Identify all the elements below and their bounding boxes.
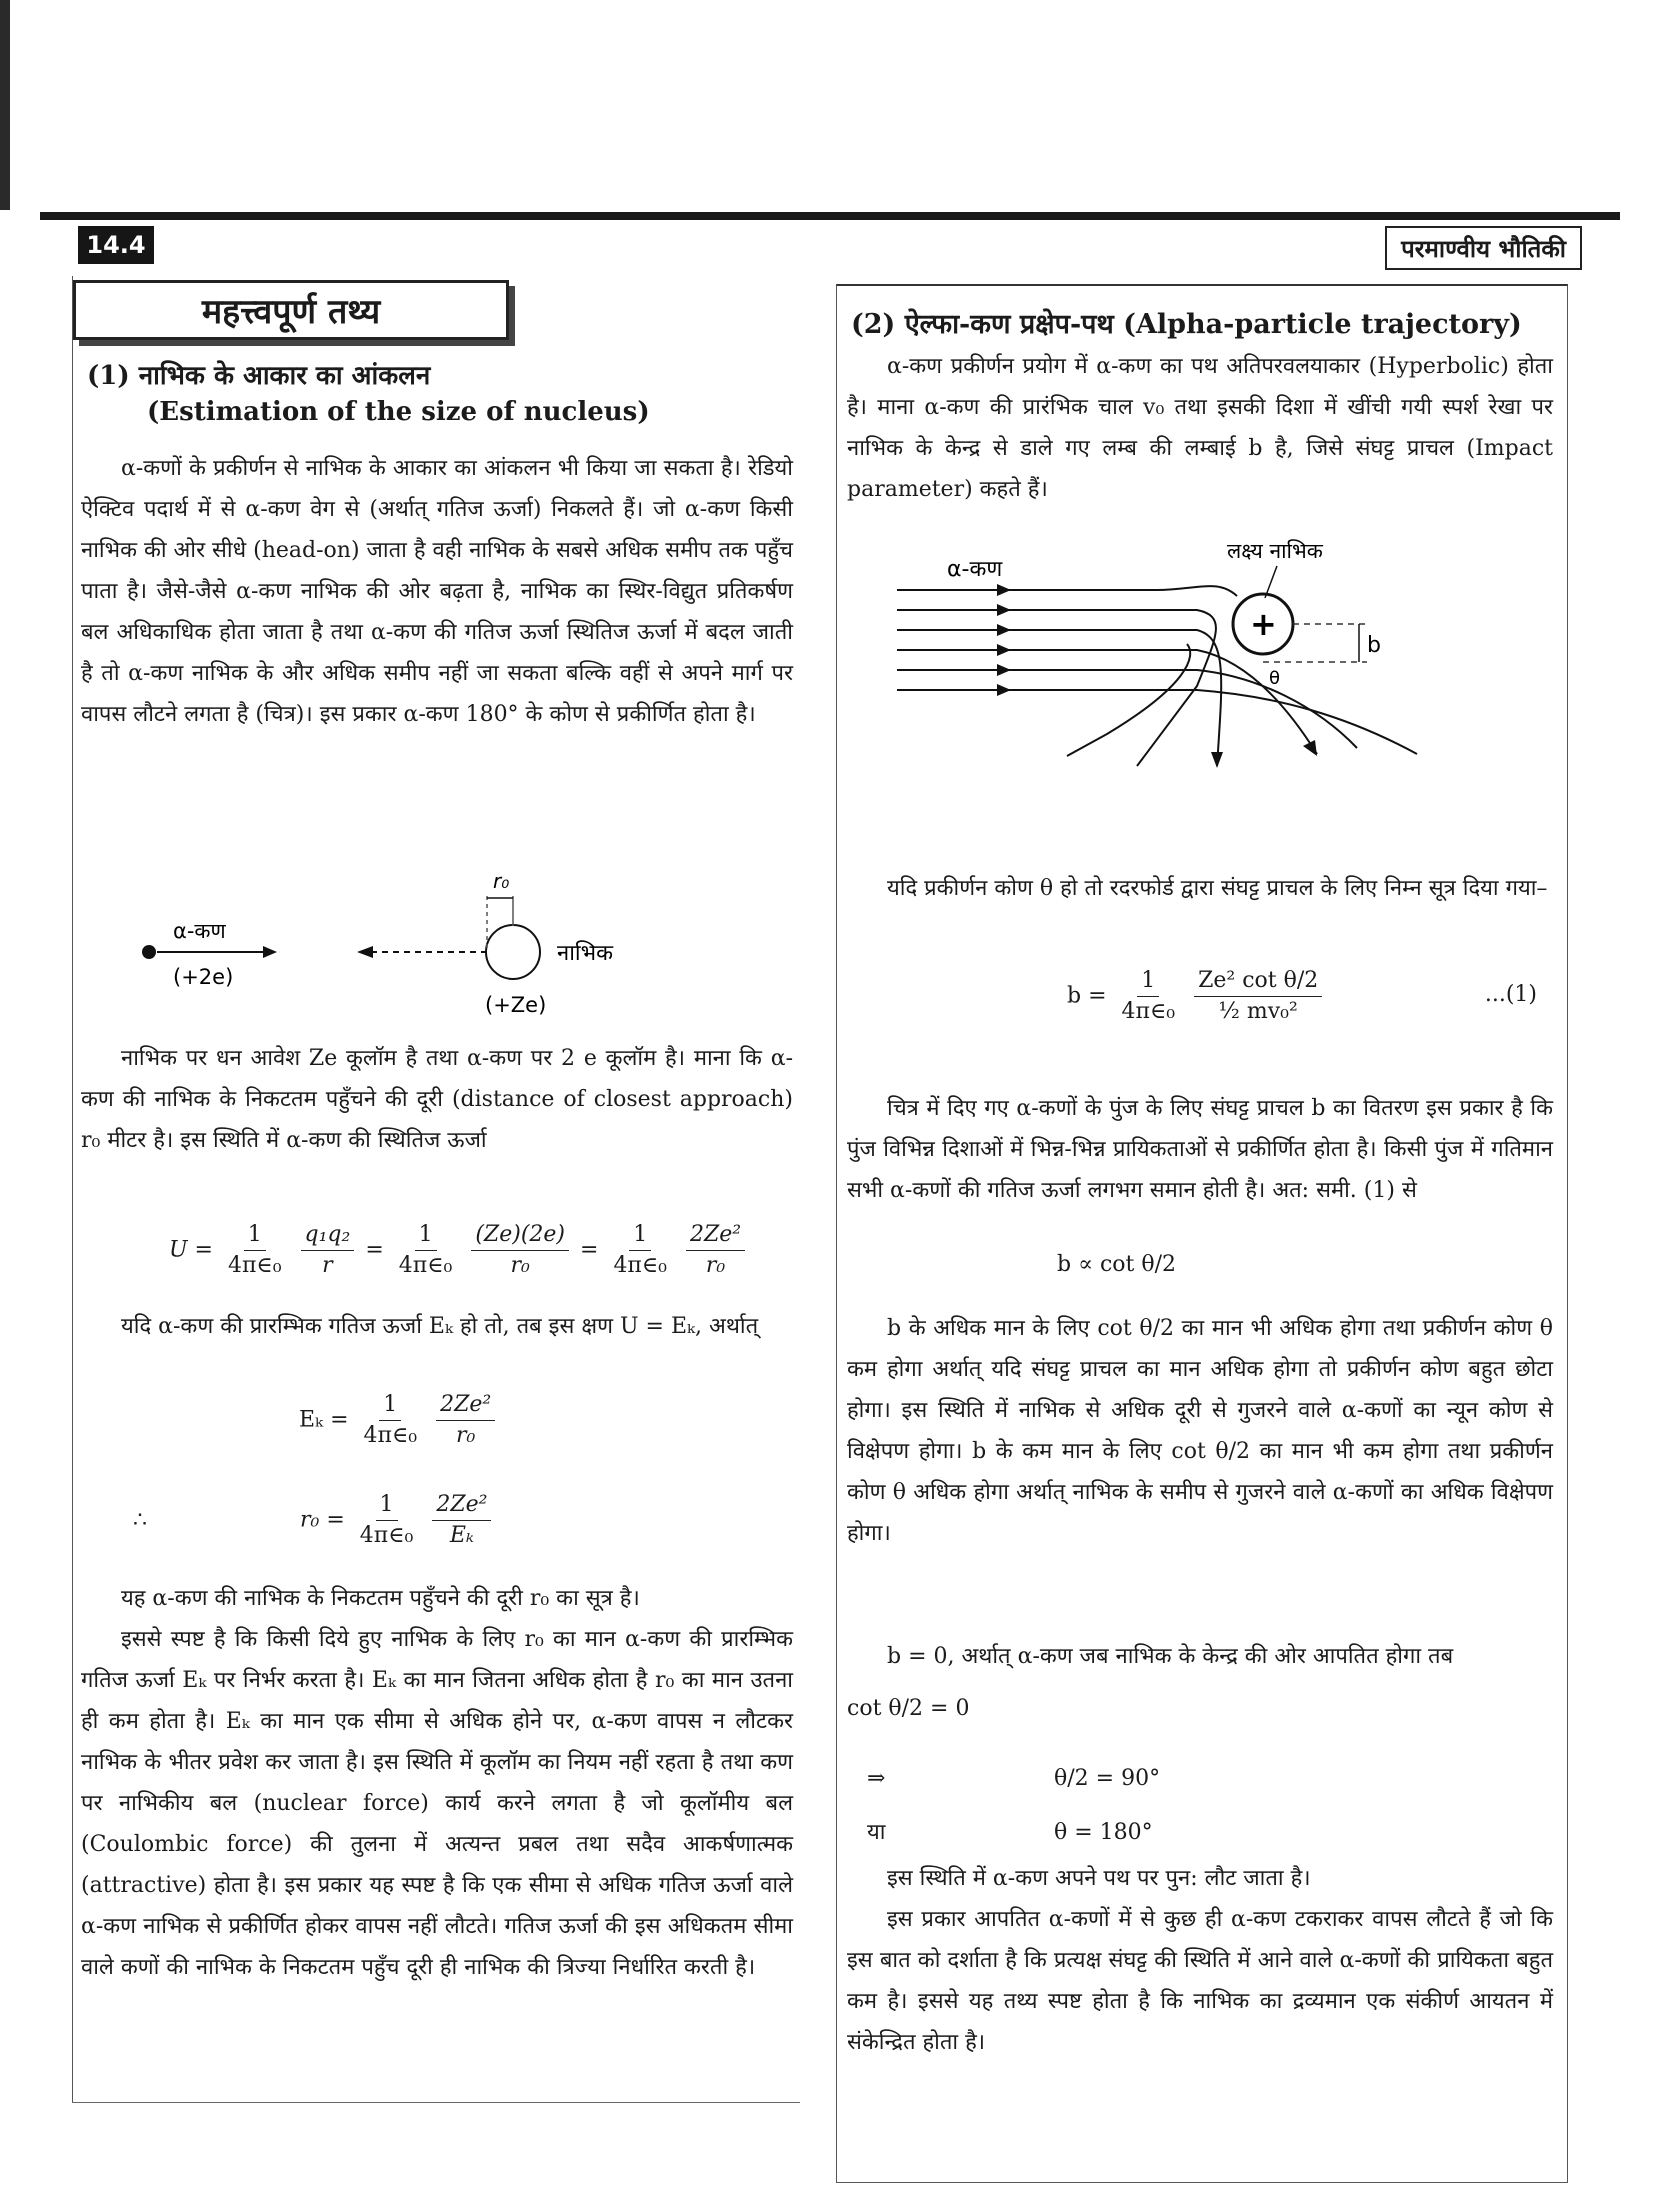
trajectory-5: [897, 670, 1357, 748]
r0-label: r₀: [493, 869, 510, 893]
frac-1-over-4pie0: [224, 1220, 286, 1281]
cot-zero-equation: cot θ/2 = 0: [847, 1696, 970, 1721]
alpha-charge-label: (+2e): [173, 965, 234, 989]
beam-arrowhead: [997, 664, 1011, 676]
frac-num: 2Ze²: [436, 1390, 495, 1421]
section1-title: [87, 358, 787, 430]
equation-number: ...(1): [1484, 982, 1537, 1007]
frac-den: 4π∈₀: [398, 1253, 453, 1278]
half-angle-value: θ/2 = 90°: [1054, 1766, 1161, 1791]
reverse-arrowhead: [357, 946, 373, 958]
left-column-bottom-rule: [72, 2102, 800, 2103]
frac-num: 2Ze²: [686, 1220, 745, 1251]
beam-arrowhead: [997, 624, 1011, 636]
section2-para5: [847, 1636, 1553, 1677]
eq-sign: =: [365, 1237, 384, 1263]
frac-2ze2-over-ek: [432, 1490, 491, 1551]
scatter-arrowhead: [1211, 752, 1223, 768]
frac-den: 4π∈₀: [363, 1423, 418, 1448]
beam-arrowhead: [997, 644, 1011, 656]
nucleus-circle: [486, 925, 540, 979]
frac-1-over-4pie0: [395, 1220, 457, 1281]
alpha-beam-label: α-कण: [947, 557, 1003, 582]
scattering-angle-theta: θ: [1269, 668, 1281, 689]
section1-para2: [81, 1038, 793, 1161]
frac-num: (Ze)(2e): [471, 1220, 569, 1251]
section2-para6-text: इस स्थिति में α-कण अपने पथ पर पुन: लौट जाता है।: [887, 1866, 1311, 1891]
frac-1-over-4pie0: [609, 1220, 671, 1281]
section1-title-english: (Estimation of the size of nucleus): [147, 397, 650, 427]
frac-num: 1: [376, 1490, 398, 1521]
frac-den: Eₖ: [449, 1523, 474, 1548]
closest-approach-equation: [133, 1490, 733, 1551]
implies-arrow: ⇒: [867, 1766, 886, 1791]
section1-para5: [81, 1619, 793, 1988]
section1-para5-text: इससे स्पष्ट है कि किसी दिये हुए नाभिक के लिए r₀ का मान α-कण की प्रारम्भिक गतिज ऊर्जा Eₖ पर निर्भर करता है। Eₖ का मान जितना अधिक होता है r₀ का मान उतना ही कम होता है। Eₖ का मान एक सीमा से अधिक होने पर, α-कण वापस न लौटकर नाभिक के भीतर प्रवेश कर जाता है। इस स्थिति में कूलॉम का नियम नहीं रहता है तथा कण पर नाभिकीय बल (nuclear force) कार्य करने लगता है जो कूलॉमीय बल (Coulombic force) की तुलना में अत्यन्त प्रबल तथा सदैव आकर्षणात्मक (attractive) होता है। इस प्रकार यह स्पष्ट है कि एक सीमा से अधिक गतिज ऊर्जा वाले α-कण नाभिक से प्रकीर्णित होकर वापस नहीं लौटते। गतिज ऊर्जा की इस अधिकतम सीमा वाले कणों की नाभिक के निकटतम पहुँच दूरी ही नाभिक की त्रिज्या निर्धारित करती है।: [81, 1627, 793, 1980]
section2-para4: [847, 1308, 1553, 1554]
kinetic-energy-equation: [299, 1390, 499, 1451]
impact-param-b-label: b: [1367, 633, 1381, 658]
frac-num: q₁q₂: [301, 1220, 355, 1251]
trajectory-back: [1067, 644, 1190, 756]
section1-para4-text: यह α-कण की नाभिक के निकटतम पहुँचने की दूरी r₀ का सूत्र है।: [121, 1586, 640, 1611]
impact-parameter-equation: [1067, 966, 1547, 1027]
frac-2ze2-over-r0: [436, 1390, 495, 1451]
target-nucleus-label: लक्ष्य नाभिक: [1227, 539, 1323, 563]
angle-180-equation: [867, 1816, 1267, 1846]
frac-num: 2Ze²: [432, 1490, 491, 1521]
section1-para4: [81, 1578, 793, 1619]
section1-title-hindi: (1) नाभिक के आकार का आंकलन: [87, 361, 431, 391]
frac-q1q2-over-r: [301, 1220, 355, 1281]
half-angle-equation: [867, 1766, 1267, 1791]
frac-den: r₀: [705, 1253, 726, 1278]
left-column: [72, 276, 801, 2102]
right-column: [836, 284, 1568, 2183]
frac-num: 1: [1137, 966, 1159, 997]
frac-1-over-4pie0: [356, 1490, 418, 1551]
scan-edge: [0, 0, 10, 210]
eq-b-lhs: b =: [1067, 983, 1107, 1009]
important-facts-heading: महत्त्वपूर्ण तथ्य: [73, 280, 509, 340]
beam-arrowhead: [997, 604, 1011, 616]
section2-para2-text: यदि प्रकीर्णन कोण θ हो तो रदरफोर्ड द्वारा संघट्ट प्राचल के लिए निम्न सूत्र दिया गया–: [887, 876, 1548, 901]
header-rule: [40, 212, 1620, 220]
frac-num: 1: [415, 1220, 437, 1251]
nucleus-charge-label: (+Ze): [485, 993, 547, 1017]
proportionality-equation: b ∝ cot θ/2: [1057, 1252, 1177, 1277]
section2-para5-text: b = 0, अर्थात् α-कण जब नाभिक के केन्द्र की ओर आपतित होगा तब: [887, 1644, 1454, 1669]
frac-den: 4π∈₀: [227, 1253, 282, 1278]
frac-2ze2-over-r0: [686, 1220, 745, 1281]
section2-title: (2) ऐल्फा-कण प्रक्षेप-पथ (Alpha-particle trajectory): [851, 309, 1522, 340]
section2-para1: [847, 346, 1553, 510]
section1-para3-text: यदि α-कण की प्रारम्भिक गतिज ऊर्जा Eₖ हो तो, तब इस क्षण U = Eₖ, अर्थात्: [121, 1314, 759, 1339]
or-word: या: [867, 1820, 886, 1845]
frac-den: 4π∈₀: [613, 1253, 667, 1278]
section1-para1-text: α-कणों के प्रकीर्णन से नाभिक के आकार का आंकलन भी किया जा सकता है। रेडियो ऐक्टिव पदार्थ में से α-कण वेग से (अर्थात् गतिज ऊर्जा) निकलते हैं। जो α-कण किसी नाभिक की ओर सीधे (head-on) जाता है वही नाभिक के सबसे अधिक समीप तक पहुँच पाता है। जैसे-जैसे α-कण नाभिक की ओर बढ़ता है, नाभिक का स्थिर-विद्युत प्रतिकर्षण बल अधिकाधिक होता जाता है तथा α-कण की गतिज ऊर्जा स्थितिज ऊर्जा में बदल जाती है तो α-कण नाभिक के और अधिक समीप नहीं जा सकता बल्कि वहीं से अपने मार्ग पर वापस लौटने लगता है (चित्र)। इस प्रकार α-कण 180° के कोण से प्रकीर्णित होता है।: [81, 456, 793, 727]
section1-para1: [81, 448, 793, 735]
section2-para6: [847, 1858, 1553, 1899]
trajectory-2: [897, 610, 1216, 766]
frac-num: Ze² cot θ/2: [1194, 966, 1322, 997]
eq-ek-lhs: Eₖ =: [299, 1407, 349, 1433]
closest-approach-figure: [73, 856, 793, 1026]
section2-para3: [847, 1088, 1553, 1211]
alpha-trajectory-figure: [897, 536, 1497, 786]
section2-para2: [847, 868, 1553, 909]
frac-den: 4π∈₀: [359, 1523, 414, 1548]
section1-para2-text: नाभिक पर धन आवेश Ze कूलॉम है तथा α-कण पर 2 e कूलॉम है। माना कि α-कण की नाभिक के निकटतम पहुँचने की दूरी (distance of closest approach) r₀ मीटर है। इस स्थिति में α-कण की स्थितिज ऊर्जा: [81, 1046, 793, 1153]
alpha-label: α-कण: [173, 919, 226, 943]
section2-para3-text: चित्र में दिए गए α-कणों के पुंज के लिए संघट्ट प्राचल b का वितरण इस प्रकार है कि पुंज विभिन्न दिशाओं में भिन्न-भिन्न प्रायिकताओं से प्रकीर्णित होता है। किसी पुंज में गतिमान सभी α-कणों की गतिज ऊर्जा लगभग समान होती है। अत: समी. (1) से: [847, 1096, 1553, 1203]
therefore-symbol: ∴: [133, 1507, 147, 1533]
eq-sign: =: [580, 1237, 599, 1263]
alpha-particle-dot: [142, 945, 156, 959]
frac-num: 1: [244, 1220, 266, 1251]
frac-num: 1: [379, 1390, 401, 1421]
section2-para7: [847, 1899, 1553, 2063]
eq-u-lhs: U =: [169, 1237, 213, 1263]
frac-1-over-4pie0: [1118, 966, 1180, 1027]
frac-ze2e-over-r0: [471, 1220, 569, 1281]
beam-arrowhead: [997, 584, 1011, 596]
nucleus-plus-sign: +: [1250, 605, 1277, 643]
frac-num: 1: [629, 1220, 651, 1251]
section2-para1-text: α-कण प्रकीर्णन प्रयोग में α-कण का पथ अतिपरवलयाकार (Hyperbolic) होता है। माना α-कण की प्रारंभिक चाल v₀ तथा इसकी दिशा में खींची गयी स्पर्श रेखा पर नाभिक के केन्द्र से डाले गए लम्ब की लम्बाई b है, जिसे संघट्ट प्राचल (Impact parameter) कहते हैं।: [847, 354, 1553, 502]
beam-arrowhead: [997, 684, 1011, 696]
trajectory-4: [897, 650, 1317, 754]
section1-para3: [81, 1306, 793, 1347]
nucleus-label: नाभिक: [557, 941, 613, 966]
frac-den: ½ mv₀²: [1218, 999, 1298, 1024]
frac-den: r: [322, 1253, 333, 1278]
alpha-arrowhead: [263, 946, 277, 958]
section2-para4-text: b के अधिक मान के लिए cot θ/2 का मान भी अधिक होगा तथा प्रकीर्णन कोण θ कम होगा अर्थात् यदि संघट्ट प्राचल का मान अधिक होगा तो प्रकीर्णन कोण बहुत छोटा होगा। इस स्थिति में नाभिक से अधिक दूरी से गुजरने वाले α-कणों का न्यून कोण से विक्षेपण होगा। b के कम मान के लिए cot θ/2 का मान भी कम होगा तथा प्रकीर्णन कोण θ अधिक होगा अर्थात् नाभिक के समीप से गुजरने वाले α-कणों का अधिक विक्षेपण होगा।: [847, 1316, 1553, 1546]
potential-energy-equation: [169, 1220, 749, 1281]
section2-para7-text: इस प्रकार आपतित α-कणों में से कुछ ही α-कण टकराकर वापस लौटते हैं जो कि इस बात को दर्शाता है कि प्रत्यक्ष संघट्ट की स्थिति में आने वाले α-कणों की प्रायिकता बहुत कम है। इससे यह तथ्य स्पष्ट होता है कि नाभिक का द्रव्यमान एक संकीर्ण आयतन में संकेन्द्रित होता है।: [847, 1907, 1553, 2055]
frac-den: 4π∈₀: [1121, 999, 1176, 1024]
angle-180-value: θ = 180°: [1054, 1820, 1153, 1845]
frac-den: r₀: [510, 1253, 530, 1278]
trajectory-1: [897, 586, 1237, 596]
frac-den: r₀: [455, 1423, 476, 1448]
chapter-title: परमाण्वीय भौतिकी: [1385, 226, 1582, 270]
frac-1-over-4pie0: [360, 1390, 422, 1451]
frac-rutherford: [1194, 966, 1322, 1027]
page-number: 14.4: [78, 226, 154, 264]
eq-r0-lhs: r₀ =: [300, 1507, 345, 1533]
